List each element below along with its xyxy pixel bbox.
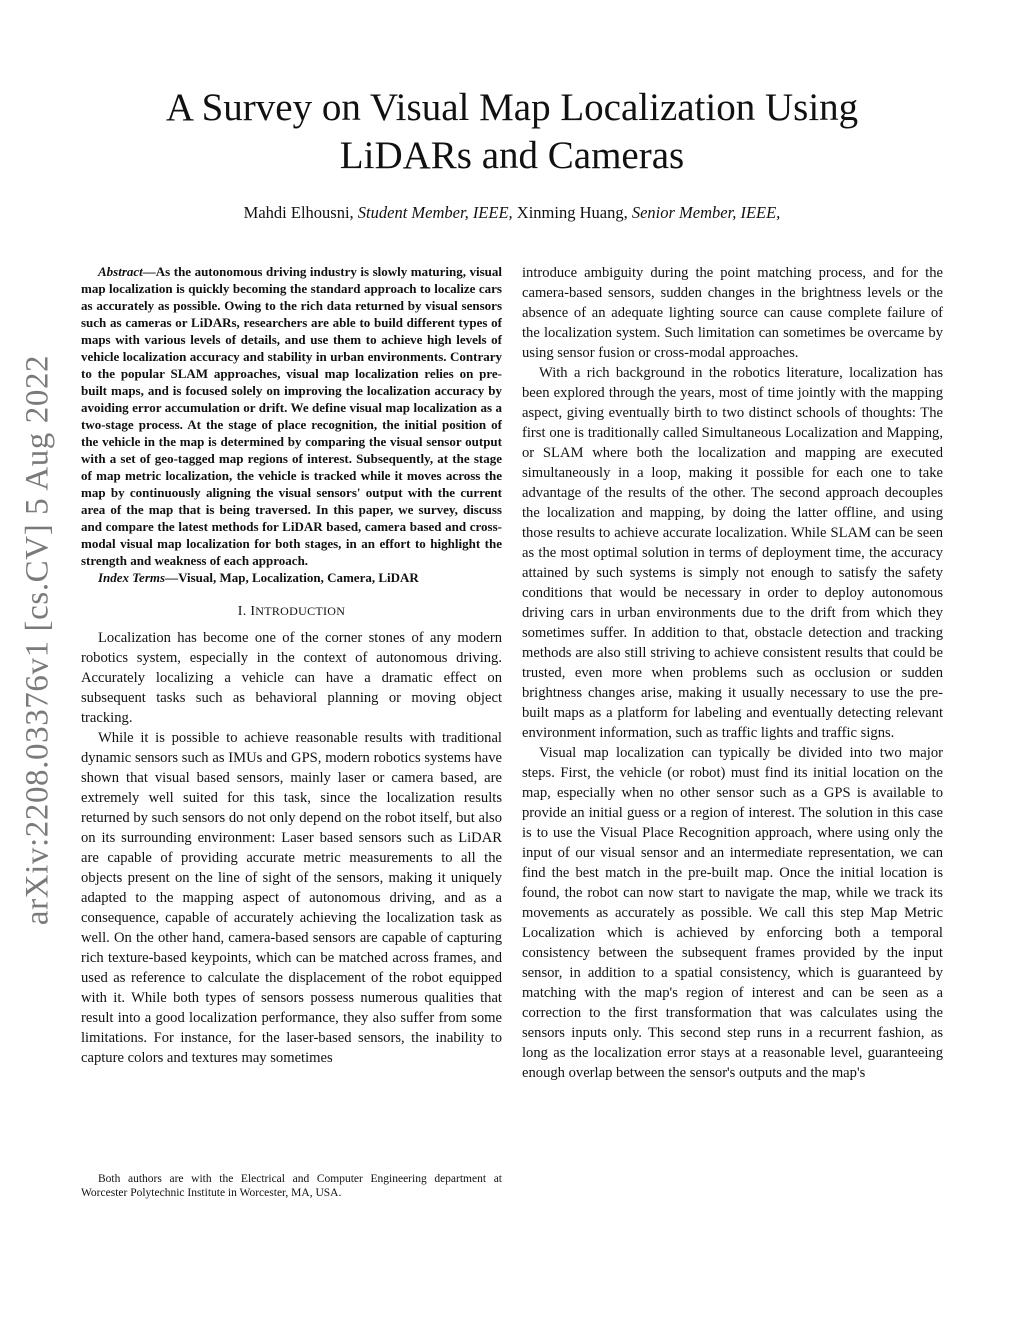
section-title-initial: I xyxy=(250,604,256,619)
author-2-name: Xinming Huang, xyxy=(516,203,628,222)
right-paragraph-1: introduce ambiguity during the point matching process, and for the camera-based sensors, sudden changes in the brightness levels or the absence of an adequate lighting source can cause complete failure of the localization system. Such limitation can sometimes be overcame by using sensor fusion or cross-modal approaches. xyxy=(522,265,943,361)
section-title-rest: NTRODUCTION xyxy=(255,604,346,618)
intro-paragraph-2: While it is possible to achieve reasonable results with traditional dynamic sensors such as IMUs and GPS, modern robotics systems have shown that visual based sensors, mainly laser or camera based, are extremely well suited for this task, since the localization results returned by such sensors do not only depend on the robot itself, but also on its surrounding environment: Laser based sensors such as LiDAR are capable of providing accurate metric measurements to all the objects present on the line of sight of the sensors, making it uniquely adapted to the mapping aspect of autonomous driving, and as a consequence, capable of accurately achieving the localization task as well. On the other hand, camera-based sensors are capable of capturing rich texture-based keypoints, which can be matched across frames, and used as reference to calculate the displacement of the robot equipped with it. While both types of sensors possess numerous qualities that result into a good localization performance, they also suffer from some limitations. For instance, for the laser-based sensors, the inability to capture colors and textures may sometimes xyxy=(81,730,502,1066)
author-2-role: Senior Member, IEEE, xyxy=(631,203,781,222)
index-terms-text: —Visual, Map, Localization, Camera, LiDAR xyxy=(165,570,419,585)
abstract-label: Abstract xyxy=(98,264,143,279)
title-line-1: A Survey on Visual Map Localization Using xyxy=(165,86,859,129)
affiliation-footnote: Both authors are with the Electrical and Computer Engineering department at Worcester Polytechnic Institute in Worcester, MA, USA. xyxy=(81,1173,502,1199)
paper-title xyxy=(0,84,1024,180)
abstract-text: —As the autonomous driving industry is slowly maturing, visual map localization is quickly becoming the standard approach to localize cars as accurately as possible. Owing to the rich data returned by visual sensors such as cameras or LiDARs, researchers are able to build different types of maps with various levels of details, and use them to achieve high levels of vehicle localization accuracy and stability in urban environments. Contrary to the popular SLAM approaches, visual map localization relies on pre-built maps, and is focused solely on improving the localization accuracy by avoiding error accumulation or drift. We define visual map localization as a two-stage process. At the stage of place recognition, the initial position of the vehicle in the map is determined by comparing the visual sensor output with a set of geo-tagged map regions of interest. Subsequently, at the stage of map metric localization, the vehicle is tracked while it moves across the map by continuously aligning the visual sensors' output with the current area of the map that is being traversed. In this paper, we survey, discuss and compare the latest methods for LiDAR based, camera based and cross-modal visual map localization for both stages, in an effort to highlight the strength and weakness of each approach. xyxy=(81,264,502,568)
index-terms xyxy=(81,569,502,587)
author-1-name: Mahdi Elhousni, xyxy=(243,203,354,222)
right-column xyxy=(522,263,943,1083)
left-column xyxy=(81,263,502,1068)
arxiv-identifier: arXiv:2208.03376v1 [cs.CV] 5 Aug 2022 xyxy=(19,354,56,926)
author-line xyxy=(0,203,1024,223)
right-paragraph-3: Visual map localization can typically be divided into two major steps. First, the vehicle (or robot) must find its initial location on the map, especially when no other sensor such as a GPS is available to provide an initial guess or a region of interest. The solution in this case is to use the Visual Place Recognition approach, where using only the input of our visual sensor and an intermediate representation, we can find the best match in the pre-built map. Once the initial location is found, the robot can now start to navigate the map, while we track its movements as accurately as possible. We call this step Map Metric Localization which is achieved by enforcing both a temporal consistency between the subsequent frames provided by the input sensor, in addition to a spatial consistency, which is guaranteed by matching with the map's region of interest and can be seen as a correction to the first transformation that was calculates using the sensors inputs only. This second step runs in a recurrent fashion, as long as the localization error stays at a reasonable level, guaranteeing enough overlap between the sensor's outputs and the map's xyxy=(522,745,943,1081)
author-1-role: Student Member, IEEE, xyxy=(357,203,513,222)
index-terms-label: Index Terms xyxy=(98,570,166,585)
abstract xyxy=(81,263,502,569)
title-line-2: LiDARs and Cameras xyxy=(339,134,685,177)
section-number: I. xyxy=(237,604,251,619)
right-paragraph-2: With a rich background in the robotics literature, localization has been explored through the years, most of time jointly with the mapping aspect, giving eventually birth to two distinct schools of thoughts: The first one is traditionally called Simultaneous Localization and Mapping, or SLAM where both the localization and mapping are executed simultaneously in a loop, making it possible for each one to take advantage of the results of the other. The second approach decouples the localization and mapping, by doing the latter offline, and using those results to achieve accurate localization. While SLAM can be seen as the most optimal solution in terms of deployment time, the accuracy attained by such systems is simply not enough to satisfy the safety conditions that would be necessary in order to deploy autonomous driving cars in urban environments due to the drift from which they sometimes suffer. In addition to that, obstacle detection and tracking methods are also still striving to achieve consistent results that could be trusted, even more when problems such as occlusion or sudden brightness changes arise, making it usually necessary to use the pre-built maps as a platform for labeling and eventually detecting relevant environment information, such as traffic lights and traffic signs. xyxy=(522,365,943,741)
section-heading-introduction xyxy=(81,601,502,622)
intro-paragraph-1: Localization has become one of the corner stones of any modern robotics system, especially in the context of autonomous driving. Accurately localizing a vehicle can have a dramatic effect on subsequent tasks such as behavioral planning or moving object tracking. xyxy=(81,630,502,726)
